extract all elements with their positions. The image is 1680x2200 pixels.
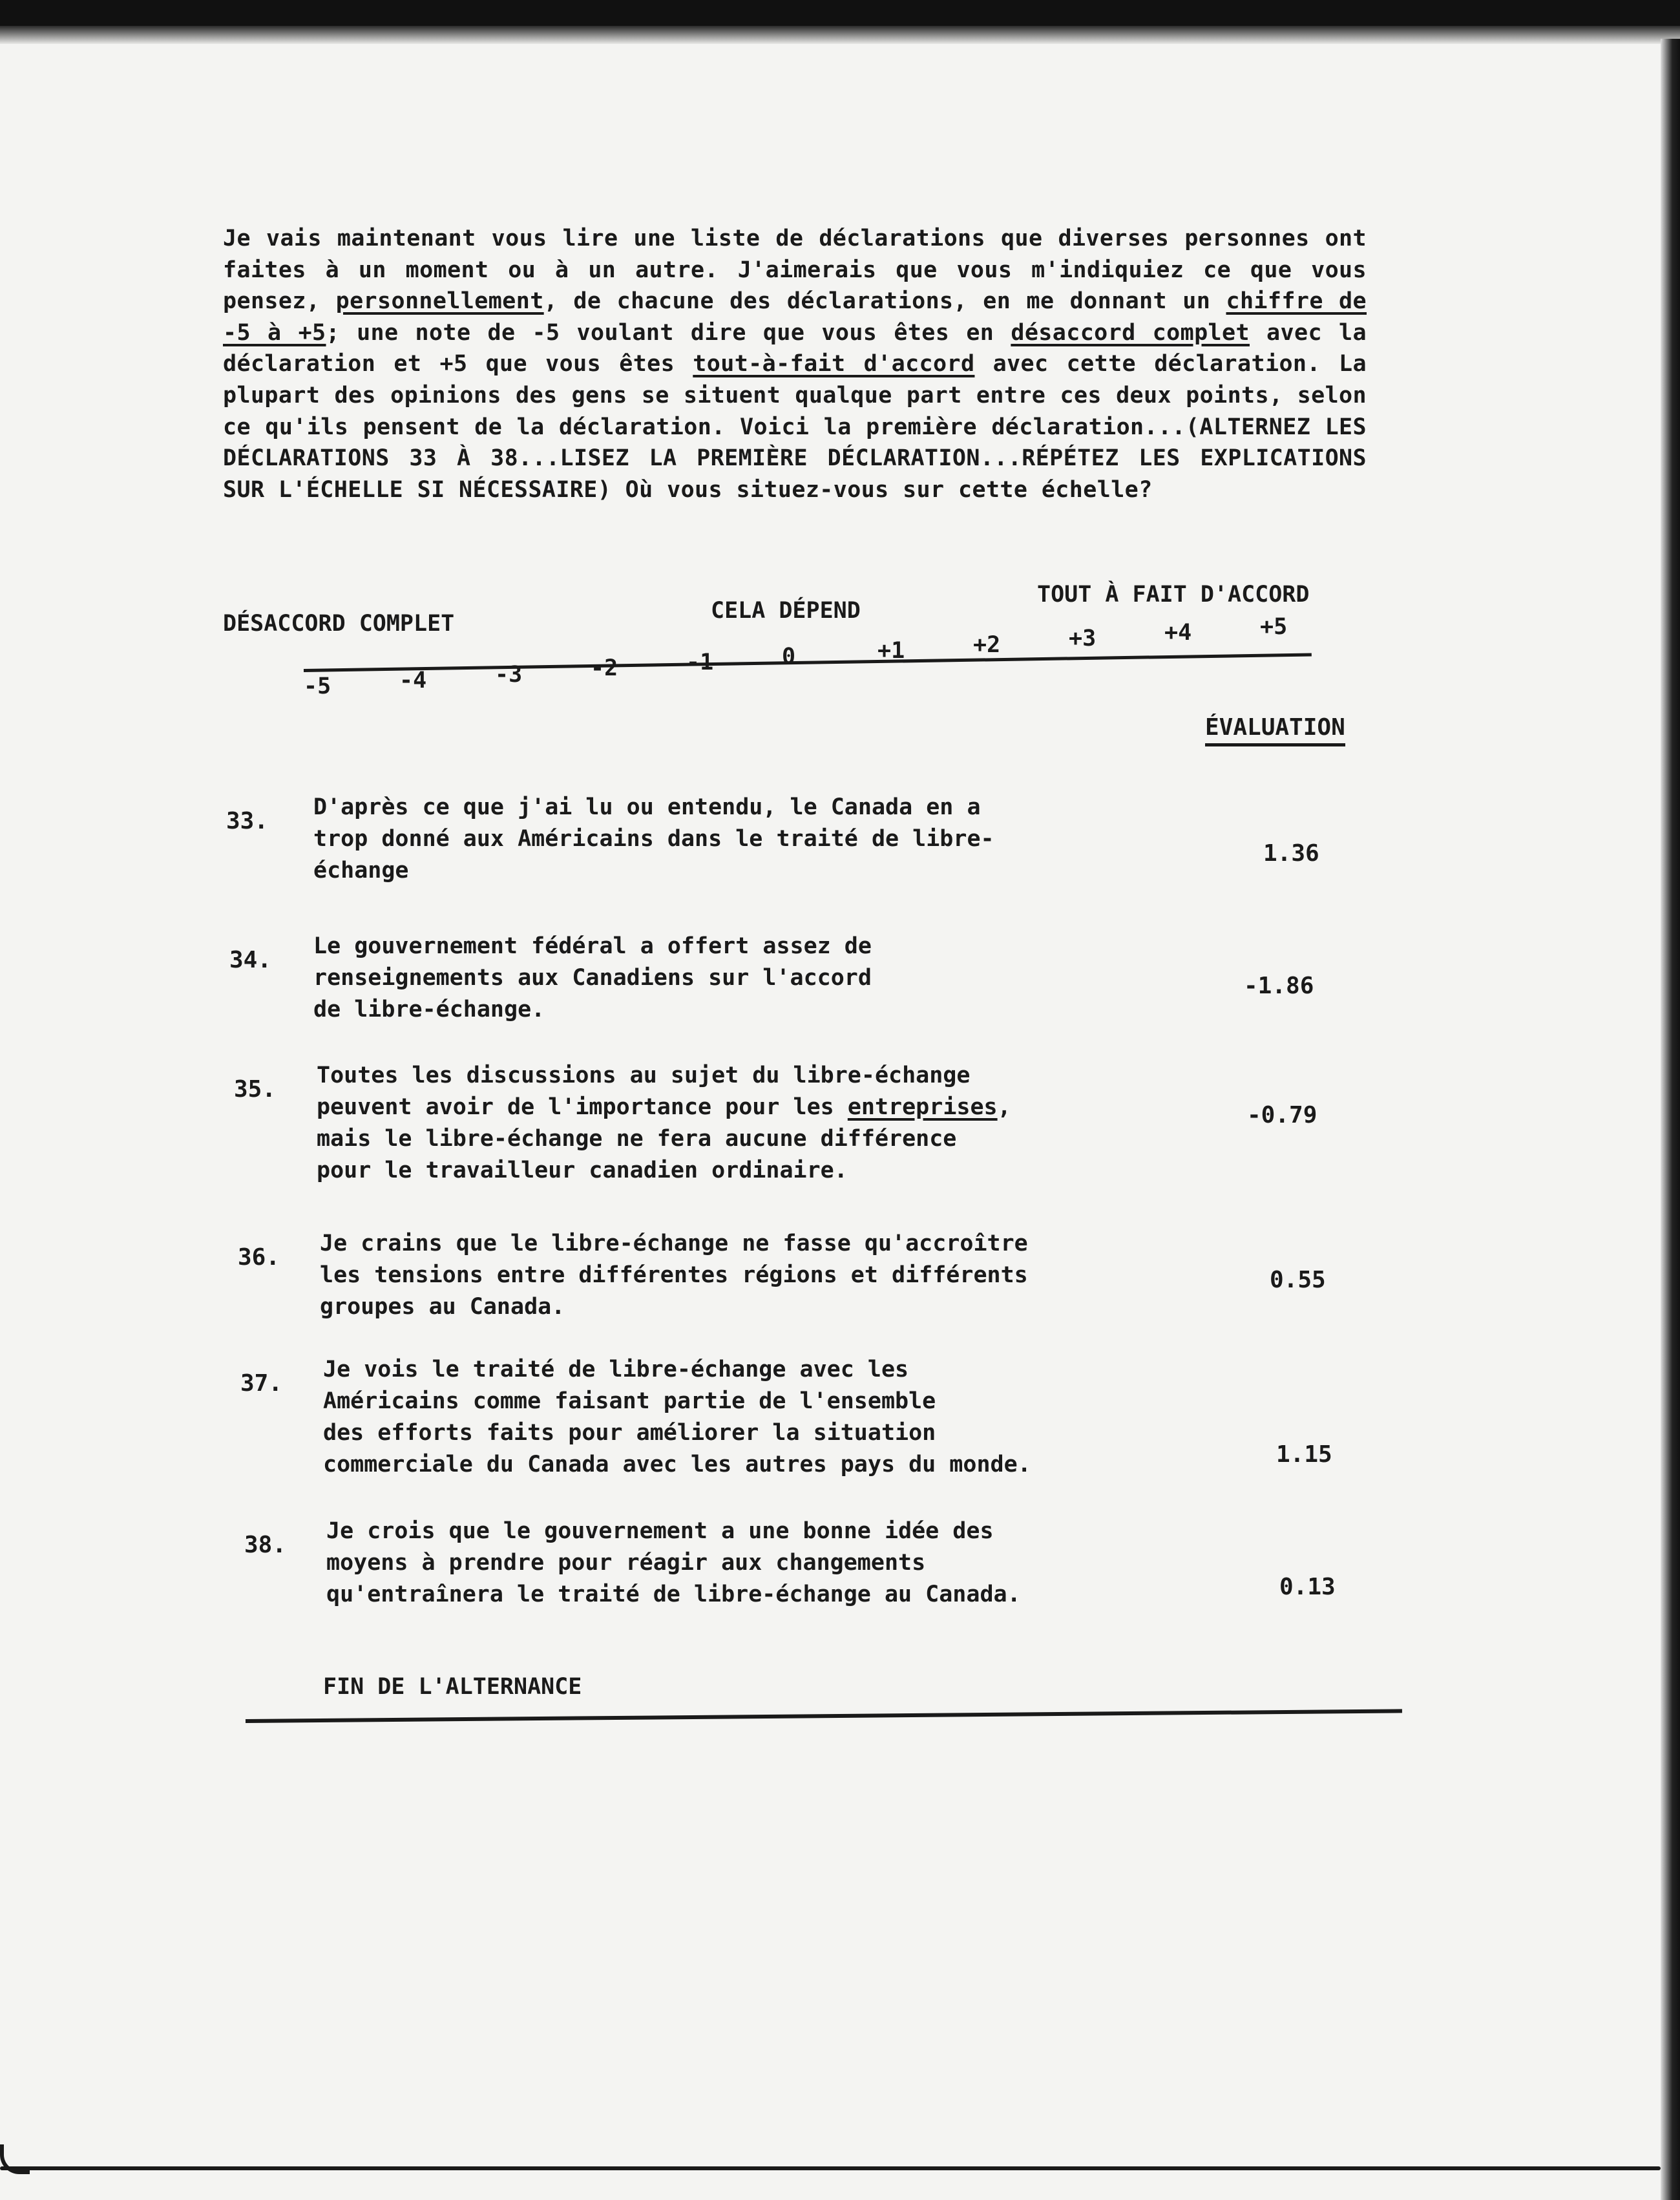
scale-left-label: DÉSACCORD COMPLET <box>223 611 455 637</box>
intro-text-1: Je vais maintenant vous lire une liste de déclarations que diverses personnes ont faites à un moment ou à un autre. J'aimerais que vous m'indiquiez ce que vous pensez, <box>223 226 1367 315</box>
end-of-alternation: FIN DE L'ALTERNANCE <box>323 1674 582 1700</box>
statement-text <box>320 1228 1224 1323</box>
statement-text <box>317 1060 1221 1187</box>
evaluation-value: -0.79 <box>1247 1102 1318 1128</box>
scan-bottom-edge <box>0 2166 1661 2170</box>
evaluation-value: 1.15 <box>1276 1441 1332 1468</box>
statement-line: peuvent avoir de l'importance pour les entreprises, <box>317 1094 1011 1120</box>
scale-point: -2 <box>591 655 618 682</box>
statement-line: Je crois que le gouvernement a une bonne idée des <box>326 1518 994 1544</box>
scan-top-border <box>0 0 1680 26</box>
statement-text <box>326 1516 1231 1611</box>
statement-line: Américains comme faisant partie de l'ensemble <box>323 1388 936 1414</box>
scale-line <box>304 653 1312 672</box>
scale-right-label: TOUT À FAIT D'ACCORD <box>1037 582 1310 608</box>
scale-point: -1 <box>686 650 714 676</box>
statement-line: échange <box>313 858 409 883</box>
statement-line: des efforts faits pour améliorer la situation <box>323 1420 936 1446</box>
intro-paragraph <box>223 223 1367 505</box>
statement-line: trop donné aux Américains dans le traité de libre- <box>313 826 994 852</box>
statement-number: 35. <box>234 1076 277 1103</box>
statement-line: qu'entraînera le traité de libre-échange au Canada. <box>326 1581 1021 1607</box>
statement-text <box>313 792 1218 887</box>
statement-line: les tensions entre différentes régions et différents <box>320 1262 1028 1288</box>
scale-point: +1 <box>877 637 905 664</box>
scan-right-edge <box>1661 39 1680 2200</box>
intro-underlined-chiffre: chiffre de -5 à +5 <box>223 288 1367 346</box>
evaluation-header: ÉVALUATION <box>1205 714 1345 746</box>
scale-point: -4 <box>399 667 427 693</box>
evaluation-value: 0.55 <box>1270 1267 1326 1293</box>
intro-underlined-personnellement: personnellement <box>335 288 544 315</box>
statement-line: D'après ce que j'ai lu ou entendu, le Canada en a <box>313 794 981 820</box>
statement-number: 36. <box>238 1244 280 1271</box>
statement-number: 34. <box>229 947 272 973</box>
intro-underlined-desaccord: désaccord complet <box>1011 319 1250 346</box>
scale-point: +4 <box>1164 620 1192 646</box>
statement-text <box>323 1354 1228 1481</box>
statement-line: moyens à prendre pour réagir aux changements <box>326 1550 926 1576</box>
scan-top-shadow <box>0 26 1680 44</box>
evaluation-value: 0.13 <box>1279 1574 1336 1600</box>
scale-point: +2 <box>973 631 1001 658</box>
statement-line: renseignements aux Canadiens sur l'accord <box>313 965 872 991</box>
underlined-entreprises: entreprises <box>847 1094 998 1120</box>
intro-text-4: avec la déclaration et +5 que vous êtes <box>223 319 1367 377</box>
intro-text-2: , de chacune des déclarations, en me donnant un <box>543 288 1211 315</box>
statement-line: de libre-échange. <box>313 997 545 1022</box>
statement-line: commerciale du Canada avec les autres pays du monde. <box>323 1452 1031 1477</box>
scale-point: -3 <box>495 661 523 688</box>
statement-number: 37. <box>240 1370 283 1397</box>
intro-text-3: ; une note de -5 voulant dire que vous êtes en <box>326 319 994 346</box>
evaluation-value: 1.36 <box>1263 840 1319 867</box>
statement-line: Le gouvernement fédéral a offert assez de <box>313 933 872 959</box>
section-rule <box>246 1709 1402 1723</box>
statement-line: Toutes les discussions au sujet du libre-échange <box>317 1063 971 1088</box>
statement-number: 38. <box>244 1532 287 1558</box>
statement-line: pour le travailleur canadien ordinaire. <box>317 1158 848 1183</box>
statement-number: 33. <box>226 808 269 834</box>
scale-point: -5 <box>304 673 331 699</box>
evaluation-value: -1.86 <box>1244 973 1314 999</box>
scale-point: 0 <box>782 644 796 670</box>
statement-line: Je vois le traité de libre-échange avec les <box>323 1357 909 1382</box>
scale-middle-label: CELA DÉPEND <box>711 598 861 624</box>
statement-line: mais le libre-échange ne fera aucune différence <box>317 1126 957 1152</box>
statement-line: Je crains que le libre-échange ne fasse qu'accroître <box>320 1231 1028 1256</box>
statement-line: groupes au Canada. <box>320 1294 565 1320</box>
intro-text-5: avec cette déclaration. La plupart des opinions des gens se situent qualque part entre ces deux points, selon ce qu'ils pensent de la déclaration. Voici la première déclaration...(ALTERNEZ LES DÉCLARATIONS 33 À 38...LISEZ LA PREMIÈRE DÉCLARATION...RÉPÉTEZ LES EXPLICATIONS SUR L'ÉCHELLE SI NÉCESSAIRE) Où vous situez-vous sur cette échelle? <box>223 351 1367 503</box>
intro-underlined-accord: tout-à-fait d'accord <box>693 351 975 377</box>
scale-point: +3 <box>1069 626 1097 652</box>
scale-point: +5 <box>1260 614 1288 640</box>
statement-text <box>313 931 1218 1026</box>
